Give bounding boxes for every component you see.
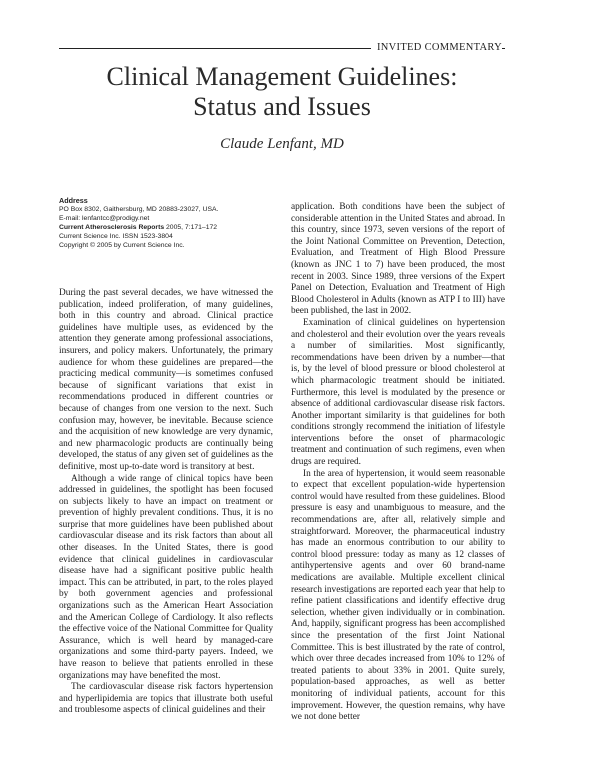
body-paragraph: application. Both conditions have been the subject of considerable attention in the United States and abroad. In this country, since 1973, seven versions of the report of the Joint National Committee on Prevention, Detection, Evaluation, and Treatment of High Blood Pressure (known as JNC 1 to 7) have been produced, the most recent in 2003. Since 1989, three versions of the Expert Panel on Detection, Evaluation and Treatment of High Blood Cholesterol in Adults (known as ATP I to III) have been published, the last in 2002. xyxy=(291,202,505,317)
copyright-text: Copyright © 2005 by Current Science Inc. xyxy=(59,242,185,249)
citation-line xyxy=(59,223,273,232)
body-paragraph: The cardiovascular disease risk factors hypertension and hyperlipidemia are topics that illustrate both useful and troublesome aspects of clinical guidelines and their xyxy=(59,682,273,716)
title-line-1: Clinical Management Guidelines: xyxy=(106,62,458,91)
article-title xyxy=(59,62,505,122)
title-line-2: Status and Issues xyxy=(193,92,371,121)
publisher-text: Current Science Inc. ISSN 1523-3804 xyxy=(59,233,173,240)
right-column xyxy=(291,202,505,724)
body-paragraph: During the past several decades, we have witnessed the publication, indeed proliferation, of many guidelines, both in this country and abroad. Clinical practice guidelines have multiple uses, as evidenced by the attention they generate among professional associations, insurers, and policy makers. Unfortunately, the primary audience for whom these guidelines are prepared—the practicing medical community—is sometimes confused because of significant variations that exist in recommendations produced in different countries or because of changes from one version to the next. Such confusion may, however, be inevitable. Because science and the acquisition of new knowledge are very dynamic, and new pharmacologic products are continually being developed, the status of any given set of guidelines as the definitive, most up-to-date word is transitory at best. xyxy=(59,288,273,472)
article-meta xyxy=(59,196,273,250)
email-text: E-mail: lenfantcc@prodigy.net xyxy=(59,215,150,222)
address-label: Address xyxy=(59,196,88,205)
author-name: Claude Lenfant, MD xyxy=(220,136,344,152)
body-paragraph: Examination of clinical guidelines on hypertension and cholesterol and their evolution over the years reveals a number of similarities. Most significantly, recommendations have been driven by a number—that is, by the level of blood pressure or blood cholesterol at which pharmacologic treatment should be initiated. Furthermore, this level is modulated by the presence or absence of additional cardiovascular disease risk factors. Another important similarity is that guidelines for both conditions strongly recommend the initiation of lifestyle interventions before the onset of pharmacologic treatment and continuation of such regimens, even when drugs are required. xyxy=(291,317,505,468)
left-column xyxy=(59,288,273,717)
section-label: INVITED COMMENTARY xyxy=(371,42,502,53)
journal-name: Current Atherosclerosis Reports xyxy=(59,224,165,231)
body-paragraph: Although a wide range of clinical topics have been addressed in guidelines, the spotlight has been focused on subjects likely to have an impact on treatment or prevention of highly prevalent conditions. Thus, it is no surprise that more guidelines have been published about cardiovascular disease and its risk factors than about all other diseases. In the United States, there is good evidence that clinical guidelines in cardiovascular disease have had a significant positive public health impact. This can be attributed, in part, to the roles played by both government agencies and professional organizations such as the American Heart Association and the American College of Cardiology. It also reflects the effective voice of the National Committee for Quality Assurance, which is well heard by managed-care organizations and some third-party payers. Indeed, we have reason to believe that patients enrolled in these organizations may have benefited the most. xyxy=(59,473,273,681)
body-paragraph: In the area of hypertension, it would seem reasonable to expect that excellent population-wide hypertension control would have resulted from these guidelines. Blood pressure is easy and unambiguous to measure, and the recommendations are, after all, relatively simple and straightforward. Moreover, the pharmaceutical industry has made an enormous contribution to our ability to control blood pressure: today as many as 12 classes of antihypertensive agents and over 60 brand-name medications are available. Multiple excellent clinical research investigations are reported each year that help to refine patient classifications and identify effective drug selection, whether given individually or in combination. And, happily, significant progress has been accomplished since the presentation of the first Joint National Committee. This is best illustrated by the rate of control, which over three decades increased from 10% to 12% of treated patients to about 33% in 2001. Quite surely, population-based approaches, as well as better monitoring of individual patients, account for this improvement. However, the question remains, why have we not done better xyxy=(291,468,505,723)
address-text: PO Box 8302, Gaithersburg, MD 20883-23027, USA. xyxy=(59,206,219,213)
citation-text: 2005, 7:171–172 xyxy=(164,224,218,231)
